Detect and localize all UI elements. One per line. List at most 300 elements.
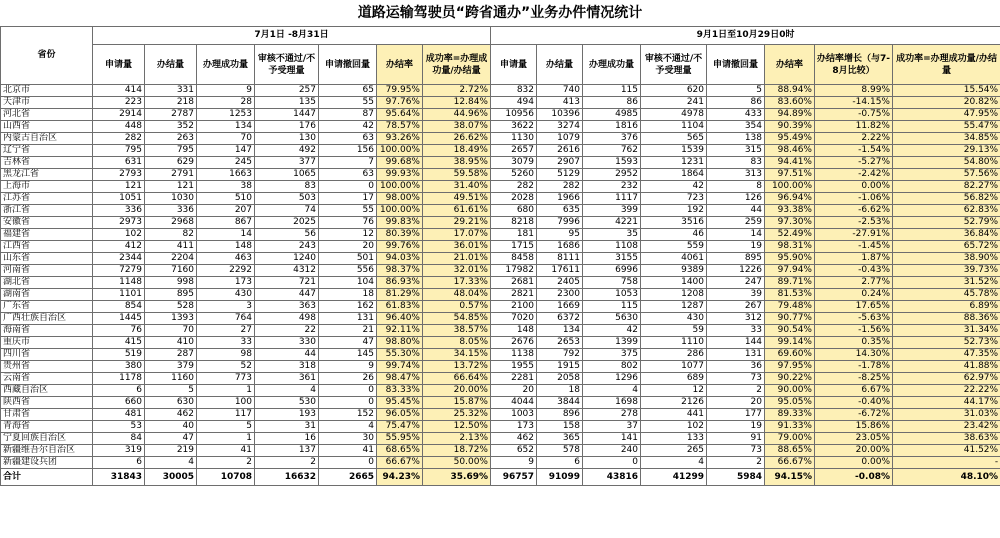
table-cell: 441 bbox=[641, 409, 707, 421]
table-cell: 2 bbox=[197, 457, 255, 469]
table-row bbox=[1, 277, 1000, 289]
table-cell: 1698 bbox=[583, 397, 641, 409]
table-cell: 93.38% bbox=[765, 205, 815, 217]
table-cell: 41 bbox=[319, 445, 377, 457]
table-cell: 1240 bbox=[255, 253, 319, 265]
table-cell: 96.94% bbox=[765, 193, 815, 205]
table-cell: 8218 bbox=[491, 217, 537, 229]
table-cell: 39.73% bbox=[893, 265, 1000, 277]
table-cell: 2657 bbox=[491, 145, 537, 157]
table-cell: 1663 bbox=[197, 169, 255, 181]
table-cell: 61.61% bbox=[423, 205, 491, 217]
table-cell: 94.41% bbox=[765, 157, 815, 169]
table-cell: 176 bbox=[255, 121, 319, 133]
table-cell: 95.64% bbox=[377, 109, 423, 121]
table-cell: 20 bbox=[491, 385, 537, 397]
table-cell: 9389 bbox=[641, 265, 707, 277]
table-cell: 57.56% bbox=[893, 169, 1000, 181]
table-cell: 65.72% bbox=[893, 241, 1000, 253]
province-cell: 青海省 bbox=[1, 421, 93, 433]
table-cell: -1.45% bbox=[815, 241, 893, 253]
province-cell: 河北省 bbox=[1, 109, 93, 121]
table-cell: 79.00% bbox=[765, 433, 815, 445]
table-cell: 3622 bbox=[491, 121, 537, 133]
table-cell: 59 bbox=[641, 325, 707, 337]
table-cell: 17.07% bbox=[423, 229, 491, 241]
table-cell: 3155 bbox=[583, 253, 641, 265]
col-header: 审核不通过/不予受理量 bbox=[255, 45, 319, 85]
table-cell: 52.79% bbox=[893, 217, 1000, 229]
table-cell: 1160 bbox=[145, 373, 197, 385]
table-cell: 177 bbox=[707, 409, 765, 421]
table-cell: 240 bbox=[583, 445, 641, 457]
table-cell: 66.67% bbox=[765, 457, 815, 469]
table-cell: 1110 bbox=[641, 337, 707, 349]
table-row bbox=[1, 349, 1000, 361]
table-cell: 354 bbox=[707, 121, 765, 133]
table-cell: 2.72% bbox=[423, 85, 491, 97]
table-cell: 2344 bbox=[93, 253, 145, 265]
table-cell: 14.30% bbox=[815, 349, 893, 361]
table-cell: 528 bbox=[145, 301, 197, 313]
table-cell: 20.82% bbox=[893, 97, 1000, 109]
table-cell: 98.37% bbox=[377, 265, 423, 277]
table-cell: 0 bbox=[319, 385, 377, 397]
table-row bbox=[1, 385, 1000, 397]
table-cell: 47 bbox=[145, 433, 197, 445]
table-cell: 2.13% bbox=[423, 433, 491, 445]
table-cell: 42 bbox=[319, 121, 377, 133]
table-cell: 1117 bbox=[583, 193, 641, 205]
table-cell: 42 bbox=[583, 325, 641, 337]
table-cell: 2968 bbox=[145, 217, 197, 229]
table-cell: 764 bbox=[197, 313, 255, 325]
table-cell: 2973 bbox=[93, 217, 145, 229]
table-cell: 14 bbox=[707, 229, 765, 241]
table-cell: 55.95% bbox=[377, 433, 423, 445]
table-cell: 59.58% bbox=[423, 169, 491, 181]
table-cell: 98.00% bbox=[377, 193, 423, 205]
table-cell: -0.75% bbox=[815, 109, 893, 121]
table-cell: 97.51% bbox=[765, 169, 815, 181]
table-cell: 2292 bbox=[197, 265, 255, 277]
table-cell: 91.33% bbox=[765, 421, 815, 433]
table-cell: -0.43% bbox=[815, 265, 893, 277]
table-cell: 81.29% bbox=[377, 289, 423, 301]
table-row bbox=[1, 229, 1000, 241]
province-cell: 浙江省 bbox=[1, 205, 93, 217]
province-cell: 山东省 bbox=[1, 253, 93, 265]
table-cell: 0.24% bbox=[815, 289, 893, 301]
table-cell: 90.22% bbox=[765, 373, 815, 385]
table-cell: 433 bbox=[707, 109, 765, 121]
table-cell: 98.31% bbox=[765, 241, 815, 253]
table-cell: 1400 bbox=[641, 277, 707, 289]
province-cell: 福建省 bbox=[1, 229, 93, 241]
table-cell: 578 bbox=[537, 445, 583, 457]
table-cell: 95.49% bbox=[765, 133, 815, 145]
table-cell: 2025 bbox=[255, 217, 319, 229]
table-cell: 2 bbox=[707, 457, 765, 469]
table-cell: 90.39% bbox=[765, 121, 815, 133]
table-cell: 173 bbox=[197, 277, 255, 289]
table-cell: 82 bbox=[145, 229, 197, 241]
table-row bbox=[1, 397, 1000, 409]
table-cell: 4044 bbox=[491, 397, 537, 409]
table-cell: 1065 bbox=[255, 169, 319, 181]
table-cell: 2405 bbox=[537, 277, 583, 289]
table-cell: 1053 bbox=[583, 289, 641, 301]
table-cell: 867 bbox=[197, 217, 255, 229]
table-cell: 680 bbox=[491, 205, 537, 217]
table-cell: 565 bbox=[641, 133, 707, 145]
table-cell: 96.40% bbox=[377, 313, 423, 325]
table-cell: 31 bbox=[255, 421, 319, 433]
table-cell: -1.56% bbox=[815, 325, 893, 337]
table-cell: 19 bbox=[707, 241, 765, 253]
table-cell: 399 bbox=[583, 205, 641, 217]
table-cell: 63 bbox=[319, 133, 377, 145]
table-cell: 99.83% bbox=[377, 217, 423, 229]
table-cell: 21.01% bbox=[423, 253, 491, 265]
table-row bbox=[1, 289, 1000, 301]
table-cell: 83.33% bbox=[377, 385, 423, 397]
table-cell: 519 bbox=[93, 349, 145, 361]
table-cell: 144 bbox=[707, 337, 765, 349]
table-cell: 31.34% bbox=[893, 325, 1000, 337]
table-cell: 53 bbox=[93, 421, 145, 433]
table-cell: 3516 bbox=[641, 217, 707, 229]
table-cell: 13.72% bbox=[423, 361, 491, 373]
table-cell: 361 bbox=[255, 373, 319, 385]
table-cell: 413 bbox=[537, 97, 583, 109]
table-cell: 792 bbox=[537, 349, 583, 361]
table-cell: 287 bbox=[145, 349, 197, 361]
table-cell: 481 bbox=[93, 409, 145, 421]
table-cell: 896 bbox=[537, 409, 583, 421]
table-cell: 1296 bbox=[583, 373, 641, 385]
table-cell: 463 bbox=[197, 253, 255, 265]
table-cell: 54.85% bbox=[423, 313, 491, 325]
table-cell: 134 bbox=[197, 121, 255, 133]
table-cell: 5 bbox=[707, 85, 765, 97]
table-cell: 43816 bbox=[583, 469, 641, 486]
table-cell: 0.35% bbox=[815, 337, 893, 349]
table-cell: 7 bbox=[319, 157, 377, 169]
total-row bbox=[1, 469, 1000, 486]
table-cell: 12.84% bbox=[423, 97, 491, 109]
table-cell: 1816 bbox=[583, 121, 641, 133]
table-cell: 795 bbox=[145, 145, 197, 157]
table-cell: 29.21% bbox=[423, 217, 491, 229]
table-cell: 115 bbox=[583, 85, 641, 97]
table-cell: 7996 bbox=[537, 217, 583, 229]
table-cell: 41.88% bbox=[893, 361, 1000, 373]
table-cell: 365 bbox=[537, 433, 583, 445]
province-cell: 辽宁省 bbox=[1, 145, 93, 157]
table-cell: 50.00% bbox=[423, 457, 491, 469]
table-row bbox=[1, 337, 1000, 349]
table-cell: 2787 bbox=[145, 109, 197, 121]
table-cell: 4985 bbox=[583, 109, 641, 121]
table-cell: 131 bbox=[319, 313, 377, 325]
table-cell: 4221 bbox=[583, 217, 641, 229]
table-cell: 0.00% bbox=[815, 457, 893, 469]
table-cell: 631 bbox=[93, 157, 145, 169]
table-cell: 86 bbox=[707, 97, 765, 109]
table-cell: 75.47% bbox=[377, 421, 423, 433]
table-cell: 99.14% bbox=[765, 337, 815, 349]
table-cell: 126 bbox=[707, 193, 765, 205]
table-row bbox=[1, 325, 1000, 337]
table-cell: 83 bbox=[707, 157, 765, 169]
table-cell: 5129 bbox=[537, 169, 583, 181]
table-cell: 34.15% bbox=[423, 349, 491, 361]
col-header: 办理成功量 bbox=[583, 45, 641, 85]
table-cell: 98.46% bbox=[765, 145, 815, 157]
table-cell: 243 bbox=[255, 241, 319, 253]
col-header: 成功率=办理成功量/办结量 bbox=[893, 45, 1000, 85]
table-cell: 4 bbox=[255, 385, 319, 397]
table-cell: 21 bbox=[319, 325, 377, 337]
table-cell: 42 bbox=[641, 181, 707, 193]
table-cell: 1 bbox=[197, 433, 255, 445]
table-cell: -1.54% bbox=[815, 145, 893, 157]
table-cell: 19 bbox=[707, 421, 765, 433]
table-cell: 4 bbox=[319, 421, 377, 433]
table-cell: 173 bbox=[491, 421, 537, 433]
table-cell: 998 bbox=[145, 277, 197, 289]
table-cell: 2300 bbox=[537, 289, 583, 301]
table-cell: 247 bbox=[707, 277, 765, 289]
table-cell: 4061 bbox=[641, 253, 707, 265]
table-cell: 1003 bbox=[491, 409, 537, 421]
table-cell: 219 bbox=[145, 445, 197, 457]
table-cell: 14 bbox=[197, 229, 255, 241]
table-cell: 94.89% bbox=[765, 109, 815, 121]
table-cell: 7160 bbox=[145, 265, 197, 277]
table-cell: 4978 bbox=[641, 109, 707, 121]
province-cell: 江苏省 bbox=[1, 193, 93, 205]
table-cell: 503 bbox=[255, 193, 319, 205]
table-cell: 52.49% bbox=[765, 229, 815, 241]
table-cell: 1253 bbox=[197, 109, 255, 121]
table-cell: 723 bbox=[641, 193, 707, 205]
table-cell: 1108 bbox=[583, 241, 641, 253]
table-cell: 318 bbox=[255, 361, 319, 373]
table-cell: 267 bbox=[707, 301, 765, 313]
table-cell: 181 bbox=[491, 229, 537, 241]
table-cell: 68.65% bbox=[377, 445, 423, 457]
table-cell: 73 bbox=[707, 373, 765, 385]
table-cell: 66.67% bbox=[377, 457, 423, 469]
table-cell: 100 bbox=[197, 397, 255, 409]
table-cell: 363 bbox=[255, 301, 319, 313]
table-cell: 33 bbox=[197, 337, 255, 349]
table-cell: 33 bbox=[707, 325, 765, 337]
table-cell: 78.57% bbox=[377, 121, 423, 133]
table-cell: 41 bbox=[197, 445, 255, 457]
table-cell: 55.47% bbox=[893, 121, 1000, 133]
table-cell: 23.42% bbox=[893, 421, 1000, 433]
table-cell: 17.33% bbox=[423, 277, 491, 289]
table-cell: 54.80% bbox=[893, 157, 1000, 169]
table-cell: 9 bbox=[319, 361, 377, 373]
table-cell: 31.40% bbox=[423, 181, 491, 193]
table-cell: 410 bbox=[145, 337, 197, 349]
table-cell: 380 bbox=[93, 361, 145, 373]
table-cell: 3844 bbox=[537, 397, 583, 409]
table-cell: -6.72% bbox=[815, 409, 893, 421]
col-header: 办结率 bbox=[765, 45, 815, 85]
table-cell: 1 bbox=[197, 385, 255, 397]
table-cell: 1148 bbox=[93, 277, 145, 289]
sheet-title: 道路运输驾驶员“跨省通办”业务办件情况统计 bbox=[357, 5, 643, 21]
table-cell: 12 bbox=[319, 229, 377, 241]
table-cell: 379 bbox=[145, 361, 197, 373]
table-cell: 336 bbox=[145, 205, 197, 217]
table-cell: 1399 bbox=[583, 337, 641, 349]
table-cell: 90.00% bbox=[765, 385, 815, 397]
table-cell: 895 bbox=[145, 289, 197, 301]
table-cell: 96.05% bbox=[377, 409, 423, 421]
province-cell: 云南省 bbox=[1, 373, 93, 385]
col-header: 审核不通过/不予受理量 bbox=[641, 45, 707, 85]
table-cell: 65 bbox=[319, 85, 377, 97]
table-cell: -0.08% bbox=[815, 469, 893, 486]
table-cell: 2204 bbox=[145, 253, 197, 265]
table-cell: 652 bbox=[491, 445, 537, 457]
table-cell: 92.11% bbox=[377, 325, 423, 337]
table-cell: 0 bbox=[583, 457, 641, 469]
table-cell: 38 bbox=[197, 181, 255, 193]
table-cell: 415 bbox=[93, 337, 145, 349]
table-cell: 158 bbox=[537, 421, 583, 433]
table-row bbox=[1, 253, 1000, 265]
table-cell: 56 bbox=[255, 229, 319, 241]
table-cell: 6372 bbox=[537, 313, 583, 325]
table-cell: 492 bbox=[255, 145, 319, 157]
table-cell: 100.00% bbox=[377, 205, 423, 217]
table-cell: 8 bbox=[707, 181, 765, 193]
table-cell: 629 bbox=[145, 157, 197, 169]
table-cell: 282 bbox=[491, 181, 537, 193]
table-cell: 84 bbox=[93, 433, 145, 445]
table-cell: 854 bbox=[93, 301, 145, 313]
table-cell: 88.65% bbox=[765, 445, 815, 457]
table-row bbox=[1, 133, 1000, 145]
table-cell: 15.54% bbox=[893, 85, 1000, 97]
table-cell: 494 bbox=[491, 97, 537, 109]
table-cell: 99.74% bbox=[377, 361, 423, 373]
table-cell: 559 bbox=[641, 241, 707, 253]
table-cell: 76 bbox=[319, 217, 377, 229]
table-cell: 1178 bbox=[93, 373, 145, 385]
table-cell: 47.95% bbox=[893, 109, 1000, 121]
table-cell: 47 bbox=[319, 337, 377, 349]
table-cell: 38.57% bbox=[423, 325, 491, 337]
table-row bbox=[1, 313, 1000, 325]
table-cell: 30005 bbox=[145, 469, 197, 486]
table-cell: 1051 bbox=[93, 193, 145, 205]
col-header: 成功率=办理成功量/办结量 bbox=[423, 45, 491, 85]
table-cell: 2 bbox=[255, 457, 319, 469]
province-header: 省份 bbox=[1, 27, 93, 85]
table-cell: 29.13% bbox=[893, 145, 1000, 157]
table-cell: 1104 bbox=[641, 121, 707, 133]
table-cell: 55 bbox=[319, 205, 377, 217]
table-row bbox=[1, 457, 1000, 469]
table-row bbox=[1, 421, 1000, 433]
province-cell: 黑龙江省 bbox=[1, 169, 93, 181]
province-cell: 四川省 bbox=[1, 349, 93, 361]
table-cell: 55 bbox=[319, 97, 377, 109]
table-cell: 20.00% bbox=[815, 445, 893, 457]
table-cell: 2952 bbox=[583, 169, 641, 181]
table-cell: 18.49% bbox=[423, 145, 491, 157]
table-cell: 5984 bbox=[707, 469, 765, 486]
table-cell: 1079 bbox=[537, 133, 583, 145]
table-cell: 95.05% bbox=[765, 397, 815, 409]
table-cell: 319 bbox=[93, 445, 145, 457]
table-cell: 147 bbox=[197, 145, 255, 157]
table-cell: 2058 bbox=[537, 373, 583, 385]
table-cell: 38.07% bbox=[423, 121, 491, 133]
table-cell: 95 bbox=[537, 229, 583, 241]
table-cell: 66.64% bbox=[423, 373, 491, 385]
table-cell: 1447 bbox=[255, 109, 319, 121]
table-cell: 1130 bbox=[491, 133, 537, 145]
table-cell: 23.05% bbox=[815, 433, 893, 445]
table-cell: 99.93% bbox=[377, 169, 423, 181]
table-row bbox=[1, 157, 1000, 169]
table-cell: 8458 bbox=[491, 253, 537, 265]
table-cell: 245 bbox=[197, 157, 255, 169]
table-cell: 25.32% bbox=[423, 409, 491, 421]
table-cell: 95.90% bbox=[765, 253, 815, 265]
table-cell: 31843 bbox=[93, 469, 145, 486]
table-cell: 411 bbox=[145, 241, 197, 253]
table-cell: 336 bbox=[93, 205, 145, 217]
table-cell: 44.96% bbox=[423, 109, 491, 121]
table-cell: 462 bbox=[491, 433, 537, 445]
table-cell: 15.87% bbox=[423, 397, 491, 409]
table-cell: 4312 bbox=[255, 265, 319, 277]
table-row bbox=[1, 121, 1000, 133]
table-cell: 79.48% bbox=[765, 301, 815, 313]
table-cell: 412 bbox=[93, 241, 145, 253]
table-cell: 100.00% bbox=[377, 145, 423, 157]
table-row bbox=[1, 265, 1000, 277]
table-cell: 1593 bbox=[583, 157, 641, 169]
table-cell: 10956 bbox=[491, 109, 537, 121]
table-cell: 82.27% bbox=[893, 181, 1000, 193]
table-cell: 2791 bbox=[145, 169, 197, 181]
table-cell: 40 bbox=[145, 421, 197, 433]
table-cell: 313 bbox=[707, 169, 765, 181]
table-cell: 192 bbox=[641, 205, 707, 217]
province-cell: 广西壮族自治区 bbox=[1, 313, 93, 325]
table-cell: 448 bbox=[93, 121, 145, 133]
table-cell: -27.91% bbox=[815, 229, 893, 241]
table-cell: -6.62% bbox=[815, 205, 893, 217]
table-cell: 630 bbox=[145, 397, 197, 409]
table-cell: 721 bbox=[255, 277, 319, 289]
table-cell: 2665 bbox=[319, 469, 377, 486]
col-header: 申请量 bbox=[491, 45, 537, 85]
table-cell: 90.54% bbox=[765, 325, 815, 337]
table-cell: 430 bbox=[197, 289, 255, 301]
